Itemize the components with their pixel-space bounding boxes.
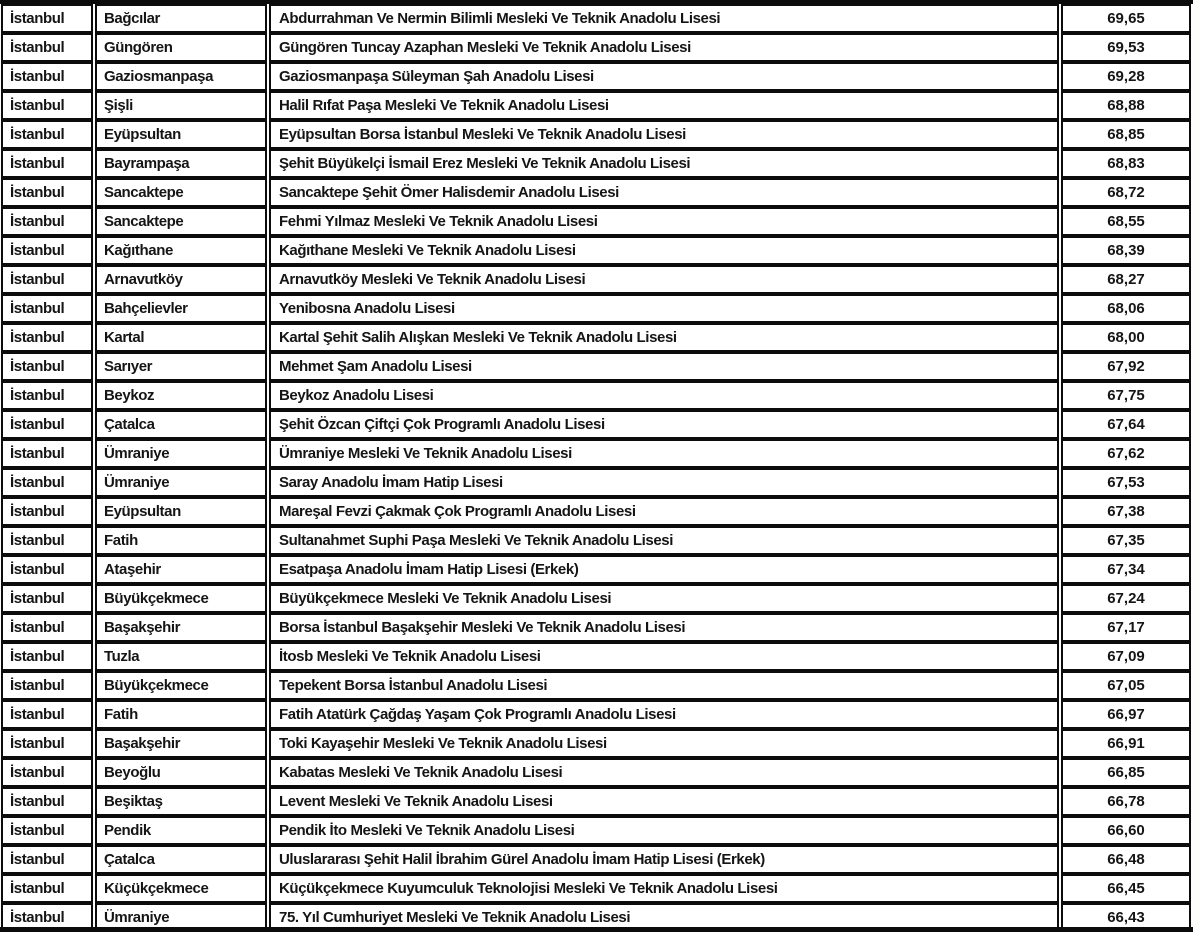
school-name-cell: Sancaktepe Şehit Ömer Halisdemir Anadolu Lisesi bbox=[269, 178, 1059, 207]
school-name-cell: Büyükçekmece Mesleki Ve Teknik Anadolu Lisesi bbox=[269, 584, 1059, 613]
province-cell: İstanbul bbox=[1, 497, 93, 526]
district-cell: Şişli bbox=[95, 91, 267, 120]
district-cell: Bahçelievler bbox=[95, 294, 267, 323]
table-row bbox=[1, 4, 1191, 33]
table-row bbox=[1, 178, 1191, 207]
table-row bbox=[1, 468, 1191, 497]
table-row bbox=[1, 352, 1191, 381]
district-cell: Sancaktepe bbox=[95, 178, 267, 207]
school-name-cell: Esatpaşa Anadolu İmam Hatip Lisesi (Erkek) bbox=[269, 555, 1059, 584]
district-cell: Eyüpsultan bbox=[95, 497, 267, 526]
province-cell: İstanbul bbox=[1, 439, 93, 468]
school-name-cell: Beykoz Anadolu Lisesi bbox=[269, 381, 1059, 410]
score-cell: 69,28 bbox=[1061, 62, 1191, 91]
district-cell: Fatih bbox=[95, 700, 267, 729]
school-name-cell: Tepekent Borsa İstanbul Anadolu Lisesi bbox=[269, 671, 1059, 700]
province-cell: İstanbul bbox=[1, 584, 93, 613]
table-row bbox=[1, 439, 1191, 468]
district-cell: Beşiktaş bbox=[95, 787, 267, 816]
school-name-cell: Küçükçekmece Kuyumculuk Teknolojisi Mesleki Ve Teknik Anadolu Lisesi bbox=[269, 874, 1059, 903]
district-cell: Fatih bbox=[95, 526, 267, 555]
province-cell: İstanbul bbox=[1, 845, 93, 874]
district-cell: Sancaktepe bbox=[95, 207, 267, 236]
score-cell: 66,91 bbox=[1061, 729, 1191, 758]
score-cell: 67,34 bbox=[1061, 555, 1191, 584]
score-cell: 68,83 bbox=[1061, 149, 1191, 178]
province-cell: İstanbul bbox=[1, 323, 93, 352]
school-name-cell: Şehit Büyükelçi İsmail Erez Mesleki Ve Teknik Anadolu Lisesi bbox=[269, 149, 1059, 178]
score-cell: 67,05 bbox=[1061, 671, 1191, 700]
score-cell: 67,64 bbox=[1061, 410, 1191, 439]
table-row bbox=[1, 729, 1191, 758]
score-cell: 67,09 bbox=[1061, 642, 1191, 671]
school-name-cell: Abdurrahman Ve Nermin Bilimli Mesleki Ve Teknik Anadolu Lisesi bbox=[269, 4, 1059, 33]
school-name-cell: İtosb Mesleki Ve Teknik Anadolu Lisesi bbox=[269, 642, 1059, 671]
table-row bbox=[1, 120, 1191, 149]
score-cell: 66,48 bbox=[1061, 845, 1191, 874]
table-row bbox=[1, 497, 1191, 526]
province-cell: İstanbul bbox=[1, 62, 93, 91]
table-row bbox=[1, 33, 1191, 62]
table-row bbox=[1, 758, 1191, 787]
province-cell: İstanbul bbox=[1, 352, 93, 381]
school-name-cell: Levent Mesleki Ve Teknik Anadolu Lisesi bbox=[269, 787, 1059, 816]
province-cell: İstanbul bbox=[1, 381, 93, 410]
school-name-cell: Fatih Atatürk Çağdaş Yaşam Çok Programlı Anadolu Lisesi bbox=[269, 700, 1059, 729]
district-cell: Kartal bbox=[95, 323, 267, 352]
province-cell: İstanbul bbox=[1, 207, 93, 236]
district-cell: Ümraniye bbox=[95, 468, 267, 497]
district-cell: Tuzla bbox=[95, 642, 267, 671]
district-cell: Gaziosmanpaşa bbox=[95, 62, 267, 91]
score-cell: 67,35 bbox=[1061, 526, 1191, 555]
province-cell: İstanbul bbox=[1, 903, 93, 932]
score-cell: 66,97 bbox=[1061, 700, 1191, 729]
district-cell: Güngören bbox=[95, 33, 267, 62]
province-cell: İstanbul bbox=[1, 816, 93, 845]
province-cell: İstanbul bbox=[1, 729, 93, 758]
school-name-cell: Kabatas Mesleki Ve Teknik Anadolu Lisesi bbox=[269, 758, 1059, 787]
score-cell: 68,00 bbox=[1061, 323, 1191, 352]
district-cell: Ataşehir bbox=[95, 555, 267, 584]
table-row bbox=[1, 381, 1191, 410]
province-cell: İstanbul bbox=[1, 4, 93, 33]
table-row bbox=[1, 236, 1191, 265]
province-cell: İstanbul bbox=[1, 410, 93, 439]
school-name-cell: Güngören Tuncay Azaphan Mesleki Ve Teknik Anadolu Lisesi bbox=[269, 33, 1059, 62]
school-name-cell: Toki Kayaşehir Mesleki Ve Teknik Anadolu Lisesi bbox=[269, 729, 1059, 758]
score-cell: 67,38 bbox=[1061, 497, 1191, 526]
district-cell: Kağıthane bbox=[95, 236, 267, 265]
table-row bbox=[1, 671, 1191, 700]
province-cell: İstanbul bbox=[1, 758, 93, 787]
score-cell: 68,27 bbox=[1061, 265, 1191, 294]
province-cell: İstanbul bbox=[1, 787, 93, 816]
district-cell: Arnavutköy bbox=[95, 265, 267, 294]
province-cell: İstanbul bbox=[1, 555, 93, 584]
score-cell: 66,78 bbox=[1061, 787, 1191, 816]
table-row bbox=[1, 874, 1191, 903]
province-cell: İstanbul bbox=[1, 149, 93, 178]
score-cell: 69,53 bbox=[1061, 33, 1191, 62]
table-row bbox=[1, 207, 1191, 236]
district-cell: Beyoğlu bbox=[95, 758, 267, 787]
school-name-cell: Sultanahmet Suphi Paşa Mesleki Ve Teknik Anadolu Lisesi bbox=[269, 526, 1059, 555]
province-cell: İstanbul bbox=[1, 468, 93, 497]
district-cell: Başakşehir bbox=[95, 729, 267, 758]
school-name-cell: Mehmet Şam Anadolu Lisesi bbox=[269, 352, 1059, 381]
district-cell: Küçükçekmece bbox=[95, 874, 267, 903]
score-cell: 69,65 bbox=[1061, 4, 1191, 33]
score-cell: 66,45 bbox=[1061, 874, 1191, 903]
score-cell: 67,62 bbox=[1061, 439, 1191, 468]
score-cell: 67,53 bbox=[1061, 468, 1191, 497]
province-cell: İstanbul bbox=[1, 178, 93, 207]
score-cell: 66,43 bbox=[1061, 903, 1191, 932]
score-cell: 68,72 bbox=[1061, 178, 1191, 207]
school-name-cell: Pendik İto Mesleki Ve Teknik Anadolu Lisesi bbox=[269, 816, 1059, 845]
table-row bbox=[1, 642, 1191, 671]
province-cell: İstanbul bbox=[1, 33, 93, 62]
school-name-cell: Arnavutköy Mesleki Ve Teknik Anadolu Lisesi bbox=[269, 265, 1059, 294]
table-row bbox=[1, 294, 1191, 323]
province-cell: İstanbul bbox=[1, 700, 93, 729]
cropped-row-edge-bottom bbox=[0, 927, 1193, 932]
table-row bbox=[1, 584, 1191, 613]
table-row bbox=[1, 845, 1191, 874]
district-cell: Pendik bbox=[95, 816, 267, 845]
district-cell: Büyükçekmece bbox=[95, 584, 267, 613]
province-cell: İstanbul bbox=[1, 294, 93, 323]
school-name-cell: Yenibosna Anadolu Lisesi bbox=[269, 294, 1059, 323]
district-cell: Çatalca bbox=[95, 845, 267, 874]
district-cell: Büyükçekmece bbox=[95, 671, 267, 700]
score-cell: 67,17 bbox=[1061, 613, 1191, 642]
school-name-cell: Halil Rıfat Paşa Mesleki Ve Teknik Anadolu Lisesi bbox=[269, 91, 1059, 120]
district-cell: Bağcılar bbox=[95, 4, 267, 33]
table-row bbox=[1, 700, 1191, 729]
province-cell: İstanbul bbox=[1, 91, 93, 120]
district-cell: Çatalca bbox=[95, 410, 267, 439]
district-cell: Başakşehir bbox=[95, 613, 267, 642]
table-row bbox=[1, 555, 1191, 584]
school-name-cell: Gaziosmanpaşa Süleyman Şah Anadolu Lisesi bbox=[269, 62, 1059, 91]
province-cell: İstanbul bbox=[1, 874, 93, 903]
district-cell: Eyüpsultan bbox=[95, 120, 267, 149]
table-row bbox=[1, 526, 1191, 555]
score-cell: 68,39 bbox=[1061, 236, 1191, 265]
table-row bbox=[1, 91, 1191, 120]
score-cell: 67,24 bbox=[1061, 584, 1191, 613]
district-cell: Ümraniye bbox=[95, 903, 267, 932]
table-row bbox=[1, 265, 1191, 294]
school-name-cell: Kağıthane Mesleki Ve Teknik Anadolu Lisesi bbox=[269, 236, 1059, 265]
score-cell: 68,55 bbox=[1061, 207, 1191, 236]
school-score-table bbox=[1, 4, 1191, 932]
table-row bbox=[1, 62, 1191, 91]
table-row bbox=[1, 323, 1191, 352]
province-cell: İstanbul bbox=[1, 642, 93, 671]
school-name-cell: Borsa İstanbul Başakşehir Mesleki Ve Teknik Anadolu Lisesi bbox=[269, 613, 1059, 642]
district-cell: Bayrampaşa bbox=[95, 149, 267, 178]
score-cell: 68,88 bbox=[1061, 91, 1191, 120]
school-name-cell: Saray Anadolu İmam Hatip Lisesi bbox=[269, 468, 1059, 497]
school-name-cell: Şehit Özcan Çiftçi Çok Programlı Anadolu Lisesi bbox=[269, 410, 1059, 439]
province-cell: İstanbul bbox=[1, 671, 93, 700]
province-cell: İstanbul bbox=[1, 120, 93, 149]
score-cell: 68,85 bbox=[1061, 120, 1191, 149]
school-name-cell: Ümraniye Mesleki Ve Teknik Anadolu Lisesi bbox=[269, 439, 1059, 468]
score-cell: 67,92 bbox=[1061, 352, 1191, 381]
school-name-cell: Eyüpsultan Borsa İstanbul Mesleki Ve Teknik Anadolu Lisesi bbox=[269, 120, 1059, 149]
province-cell: İstanbul bbox=[1, 236, 93, 265]
district-cell: Sarıyer bbox=[95, 352, 267, 381]
school-name-cell: 75. Yıl Cumhuriyet Mesleki Ve Teknik Anadolu Lisesi bbox=[269, 903, 1059, 932]
table-row bbox=[1, 816, 1191, 845]
table-row bbox=[1, 149, 1191, 178]
province-cell: İstanbul bbox=[1, 526, 93, 555]
school-name-cell: Mareşal Fevzi Çakmak Çok Programlı Anadolu Lisesi bbox=[269, 497, 1059, 526]
district-cell: Beykoz bbox=[95, 381, 267, 410]
district-cell: Ümraniye bbox=[95, 439, 267, 468]
score-cell: 66,60 bbox=[1061, 816, 1191, 845]
table-row bbox=[1, 613, 1191, 642]
school-name-cell: Kartal Şehit Salih Alışkan Mesleki Ve Teknik Anadolu Lisesi bbox=[269, 323, 1059, 352]
score-cell: 68,06 bbox=[1061, 294, 1191, 323]
table-row bbox=[1, 787, 1191, 816]
province-cell: İstanbul bbox=[1, 613, 93, 642]
table-row bbox=[1, 410, 1191, 439]
school-name-cell: Fehmi Yılmaz Mesleki Ve Teknik Anadolu Lisesi bbox=[269, 207, 1059, 236]
school-name-cell: Uluslararası Şehit Halil İbrahim Gürel Anadolu İmam Hatip Lisesi (Erkek) bbox=[269, 845, 1059, 874]
province-cell: İstanbul bbox=[1, 265, 93, 294]
score-cell: 66,85 bbox=[1061, 758, 1191, 787]
score-cell: 67,75 bbox=[1061, 381, 1191, 410]
